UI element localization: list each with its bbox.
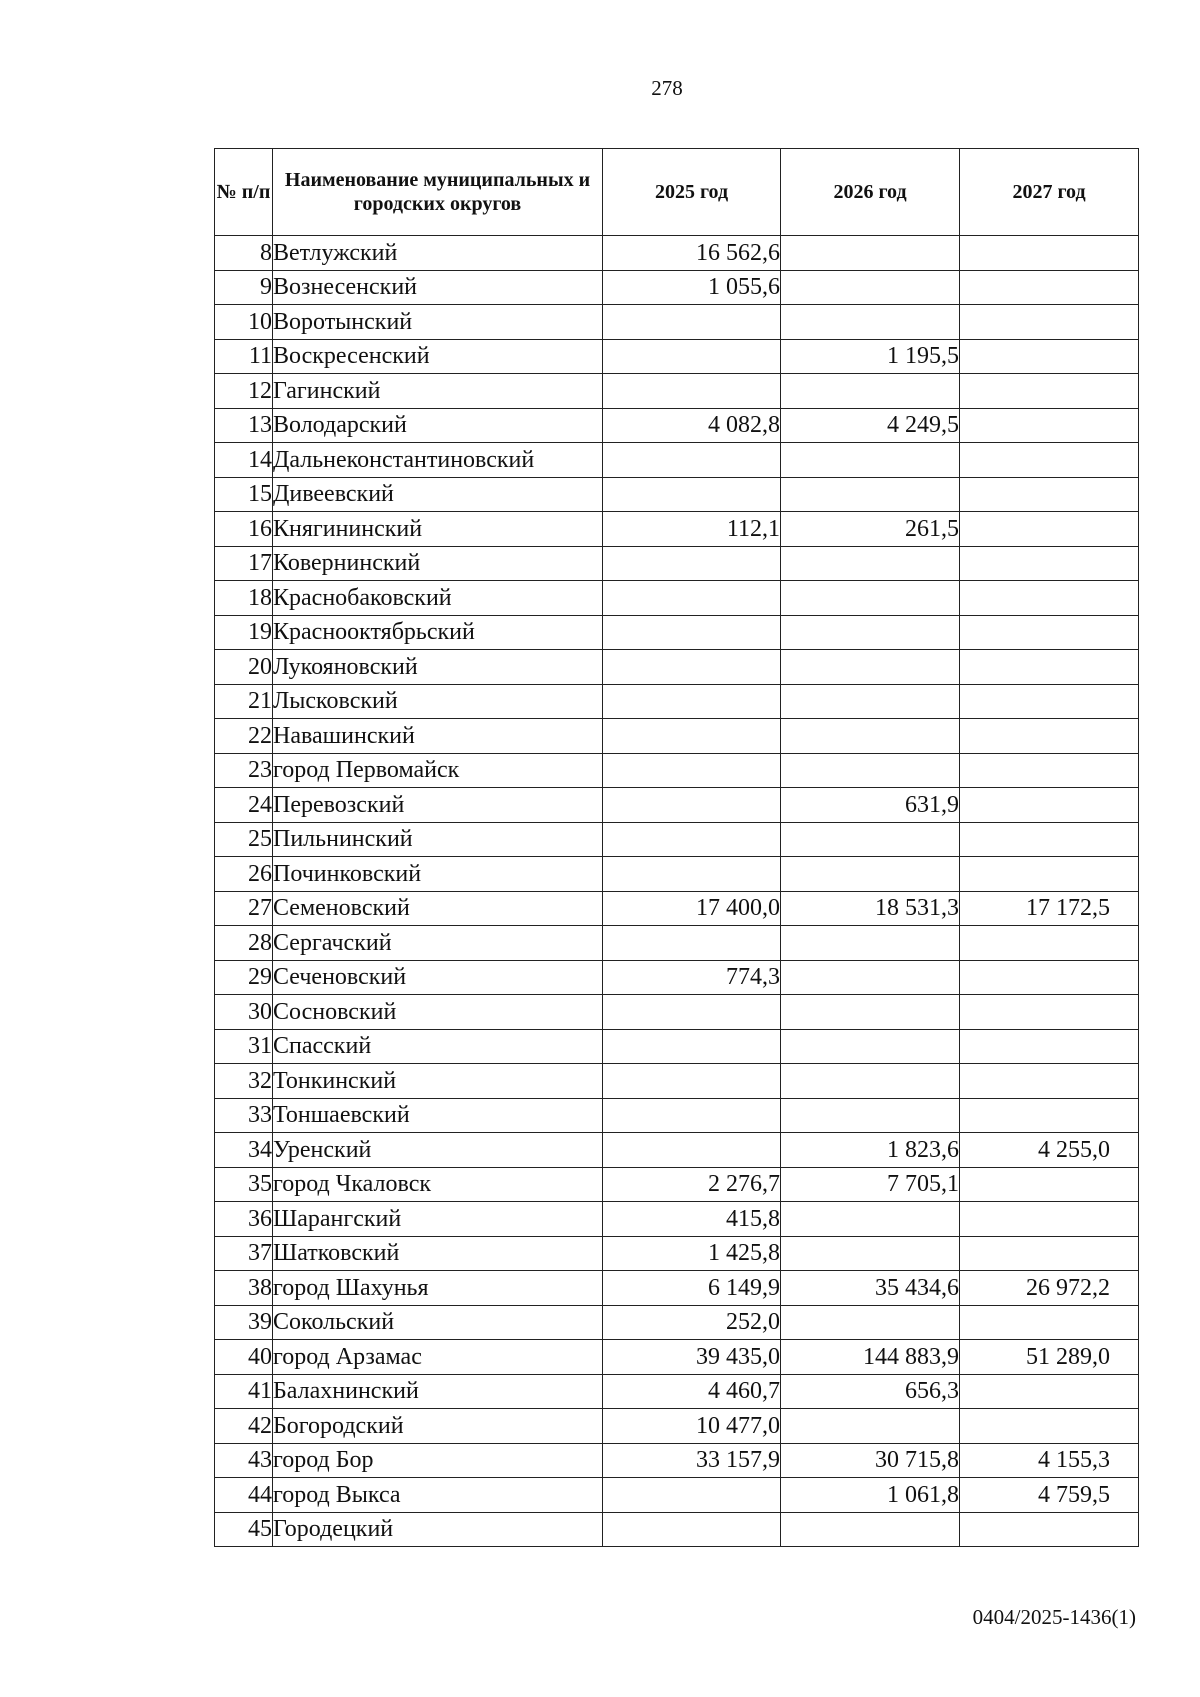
table-row <box>215 305 1139 340</box>
table-row <box>215 615 1139 650</box>
value-2025 <box>603 581 781 616</box>
district-name: Балахнинский <box>273 1374 603 1409</box>
row-number: 29 <box>215 960 273 995</box>
table-header <box>215 149 1139 236</box>
value-2026 <box>781 581 960 616</box>
value-2027 <box>960 1236 1139 1271</box>
value-2027 <box>960 1305 1139 1340</box>
row-number: 39 <box>215 1305 273 1340</box>
district-name: Сосновский <box>273 995 603 1030</box>
value-2027 <box>960 408 1139 443</box>
table-row <box>215 512 1139 547</box>
table-row <box>215 1409 1139 1444</box>
value-2025: 10 477,0 <box>603 1409 781 1444</box>
district-name: Лысковский <box>273 684 603 719</box>
table-row <box>215 788 1139 823</box>
table-row <box>215 339 1139 374</box>
value-2025 <box>603 615 781 650</box>
value-2027: 4 255,0 <box>960 1133 1139 1168</box>
district-name: Воскресенский <box>273 339 603 374</box>
row-number: 9 <box>215 270 273 305</box>
district-name: Сеченовский <box>273 960 603 995</box>
value-2025 <box>603 1478 781 1513</box>
value-2025: 112,1 <box>603 512 781 547</box>
value-2025: 6 149,9 <box>603 1271 781 1306</box>
row-number: 23 <box>215 753 273 788</box>
value-2025: 4 460,7 <box>603 1374 781 1409</box>
value-2027 <box>960 615 1139 650</box>
value-2025 <box>603 1029 781 1064</box>
table-row <box>215 857 1139 892</box>
row-number: 20 <box>215 650 273 685</box>
row-number: 26 <box>215 857 273 892</box>
value-2025: 16 562,6 <box>603 236 781 271</box>
row-number: 42 <box>215 1409 273 1444</box>
value-2027 <box>960 512 1139 547</box>
district-name: Лукояновский <box>273 650 603 685</box>
value-2025 <box>603 305 781 340</box>
table-row <box>215 1167 1139 1202</box>
value-2027: 4 759,5 <box>960 1478 1139 1513</box>
district-name: Навашинский <box>273 719 603 754</box>
table-row <box>215 1064 1139 1099</box>
value-2027 <box>960 753 1139 788</box>
district-name: Ковернинский <box>273 546 603 581</box>
value-2027 <box>960 1098 1139 1133</box>
row-number: 16 <box>215 512 273 547</box>
value-2025 <box>603 926 781 961</box>
value-2026 <box>781 236 960 271</box>
row-number: 45 <box>215 1512 273 1547</box>
district-name: Сергачский <box>273 926 603 961</box>
value-2027 <box>960 1202 1139 1237</box>
table-row <box>215 477 1139 512</box>
value-2026 <box>781 1305 960 1340</box>
table-row <box>215 1098 1139 1133</box>
value-2025 <box>603 822 781 857</box>
district-name: Богородский <box>273 1409 603 1444</box>
district-name: Воротынский <box>273 305 603 340</box>
value-2025 <box>603 753 781 788</box>
value-2025 <box>603 1098 781 1133</box>
district-name: Вознесенский <box>273 270 603 305</box>
value-2025: 33 157,9 <box>603 1443 781 1478</box>
district-name: Дивеевский <box>273 477 603 512</box>
district-name: Шатковский <box>273 1236 603 1271</box>
row-number: 36 <box>215 1202 273 1237</box>
value-2025: 415,8 <box>603 1202 781 1237</box>
header-num: № п/п <box>215 149 273 236</box>
value-2025 <box>603 1133 781 1168</box>
value-2025: 1 055,6 <box>603 270 781 305</box>
table-row <box>215 1305 1139 1340</box>
value-2026: 4 249,5 <box>781 408 960 443</box>
value-2025 <box>603 650 781 685</box>
district-name: город Шахунья <box>273 1271 603 1306</box>
table-row <box>215 650 1139 685</box>
value-2027 <box>960 443 1139 478</box>
value-2026 <box>781 1098 960 1133</box>
value-2027 <box>960 236 1139 271</box>
district-name: город Выкса <box>273 1478 603 1513</box>
value-2027 <box>960 1167 1139 1202</box>
row-number: 35 <box>215 1167 273 1202</box>
value-2025 <box>603 1064 781 1099</box>
table-row <box>215 581 1139 616</box>
row-number: 37 <box>215 1236 273 1271</box>
value-2027: 17 172,5 <box>960 891 1139 926</box>
value-2026 <box>781 270 960 305</box>
value-2025 <box>603 546 781 581</box>
value-2026 <box>781 1202 960 1237</box>
row-number: 44 <box>215 1478 273 1513</box>
value-2027 <box>960 270 1139 305</box>
table-row <box>215 270 1139 305</box>
row-number: 30 <box>215 995 273 1030</box>
value-2026 <box>781 995 960 1030</box>
district-name: Спасский <box>273 1029 603 1064</box>
value-2026 <box>781 374 960 409</box>
table-row <box>215 1202 1139 1237</box>
table-row <box>215 1443 1139 1478</box>
value-2026 <box>781 1409 960 1444</box>
district-name: Ветлужский <box>273 236 603 271</box>
value-2027 <box>960 477 1139 512</box>
value-2025 <box>603 684 781 719</box>
value-2027 <box>960 581 1139 616</box>
value-2025: 39 435,0 <box>603 1340 781 1375</box>
value-2027 <box>960 926 1139 961</box>
row-number: 21 <box>215 684 273 719</box>
district-name: Дальнеконстантиновский <box>273 443 603 478</box>
row-number: 33 <box>215 1098 273 1133</box>
value-2027 <box>960 650 1139 685</box>
table-row <box>215 995 1139 1030</box>
value-2027 <box>960 857 1139 892</box>
table-row <box>215 1374 1139 1409</box>
district-name: Володарский <box>273 408 603 443</box>
district-name: Пильнинский <box>273 822 603 857</box>
value-2027: 26 972,2 <box>960 1271 1139 1306</box>
value-2026 <box>781 1029 960 1064</box>
table-row <box>215 719 1139 754</box>
value-2027 <box>960 1029 1139 1064</box>
value-2026 <box>781 477 960 512</box>
district-name: город Бор <box>273 1443 603 1478</box>
district-name: Семеновский <box>273 891 603 926</box>
table-row <box>215 1340 1139 1375</box>
header-2027: 2027 год <box>960 149 1139 236</box>
row-number: 19 <box>215 615 273 650</box>
value-2026: 1 823,6 <box>781 1133 960 1168</box>
value-2025 <box>603 788 781 823</box>
header-2025: 2025 год <box>603 149 781 236</box>
value-2027 <box>960 822 1139 857</box>
table-row <box>215 546 1139 581</box>
value-2025 <box>603 995 781 1030</box>
value-2026 <box>781 1236 960 1271</box>
row-number: 13 <box>215 408 273 443</box>
district-name: Сокольский <box>273 1305 603 1340</box>
table-row <box>215 1133 1139 1168</box>
row-number: 11 <box>215 339 273 374</box>
table-row <box>215 1478 1139 1513</box>
value-2025 <box>603 374 781 409</box>
table-row <box>215 1512 1139 1547</box>
row-number: 10 <box>215 305 273 340</box>
table-row <box>215 236 1139 271</box>
row-number: 25 <box>215 822 273 857</box>
value-2027: 51 289,0 <box>960 1340 1139 1375</box>
row-number: 17 <box>215 546 273 581</box>
value-2027 <box>960 1064 1139 1099</box>
district-name: город Арзамас <box>273 1340 603 1375</box>
district-name: город Первомайск <box>273 753 603 788</box>
row-number: 12 <box>215 374 273 409</box>
document-id: 0404/2025-1436(1) <box>972 1605 1136 1629</box>
value-2026 <box>781 615 960 650</box>
value-2027 <box>960 1374 1139 1409</box>
value-2027 <box>960 719 1139 754</box>
row-number: 28 <box>215 926 273 961</box>
district-name: Перевозский <box>273 788 603 823</box>
value-2027 <box>960 339 1139 374</box>
value-2026: 30 715,8 <box>781 1443 960 1478</box>
value-2026 <box>781 305 960 340</box>
district-name: Городецкий <box>273 1512 603 1547</box>
value-2026: 144 883,9 <box>781 1340 960 1375</box>
row-number: 43 <box>215 1443 273 1478</box>
value-2027 <box>960 995 1139 1030</box>
row-number: 15 <box>215 477 273 512</box>
value-2026: 18 531,3 <box>781 891 960 926</box>
table-row <box>215 408 1139 443</box>
row-number: 34 <box>215 1133 273 1168</box>
district-name: Краснооктябрьский <box>273 615 603 650</box>
value-2027 <box>960 1409 1139 1444</box>
table-row <box>215 960 1139 995</box>
value-2026 <box>781 684 960 719</box>
value-2026 <box>781 753 960 788</box>
table-row <box>215 891 1139 926</box>
row-number: 24 <box>215 788 273 823</box>
allocation-table <box>214 148 1139 1547</box>
value-2025 <box>603 857 781 892</box>
row-number: 32 <box>215 1064 273 1099</box>
table-row <box>215 443 1139 478</box>
table-row <box>215 374 1139 409</box>
district-name: Уренский <box>273 1133 603 1168</box>
value-2027 <box>960 546 1139 581</box>
value-2026: 1 061,8 <box>781 1478 960 1513</box>
table-row <box>215 1236 1139 1271</box>
header-name: Наименование муниципальных и городских округов <box>273 149 603 236</box>
table-row <box>215 822 1139 857</box>
value-2025: 4 082,8 <box>603 408 781 443</box>
table-row <box>215 753 1139 788</box>
page-number: 278 <box>651 76 683 100</box>
header-2026: 2026 год <box>781 149 960 236</box>
value-2025 <box>603 339 781 374</box>
value-2026: 631,9 <box>781 788 960 823</box>
value-2026 <box>781 443 960 478</box>
value-2027 <box>960 374 1139 409</box>
row-number: 38 <box>215 1271 273 1306</box>
value-2026 <box>781 960 960 995</box>
table-row <box>215 684 1139 719</box>
value-2027 <box>960 788 1139 823</box>
district-name: Тонкинский <box>273 1064 603 1099</box>
value-2027: 4 155,3 <box>960 1443 1139 1478</box>
district-name: Гагинский <box>273 374 603 409</box>
table-row <box>215 926 1139 961</box>
value-2025 <box>603 443 781 478</box>
district-name: Краснобаковский <box>273 581 603 616</box>
value-2025: 2 276,7 <box>603 1167 781 1202</box>
value-2025 <box>603 477 781 512</box>
value-2025: 1 425,8 <box>603 1236 781 1271</box>
district-name: Тоншаевский <box>273 1098 603 1133</box>
value-2027 <box>960 1512 1139 1547</box>
value-2027 <box>960 684 1139 719</box>
table-row <box>215 1271 1139 1306</box>
row-number: 31 <box>215 1029 273 1064</box>
row-number: 41 <box>215 1374 273 1409</box>
value-2026 <box>781 926 960 961</box>
value-2025: 252,0 <box>603 1305 781 1340</box>
value-2025 <box>603 1512 781 1547</box>
district-name: город Чкаловск <box>273 1167 603 1202</box>
row-number: 18 <box>215 581 273 616</box>
row-number: 8 <box>215 236 273 271</box>
value-2026: 656,3 <box>781 1374 960 1409</box>
value-2026 <box>781 719 960 754</box>
value-2026 <box>781 650 960 685</box>
value-2026: 7 705,1 <box>781 1167 960 1202</box>
value-2026 <box>781 857 960 892</box>
value-2027 <box>960 960 1139 995</box>
value-2025: 774,3 <box>603 960 781 995</box>
table-body <box>215 236 1139 1547</box>
value-2025 <box>603 719 781 754</box>
value-2026: 1 195,5 <box>781 339 960 374</box>
value-2027 <box>960 305 1139 340</box>
value-2026: 35 434,6 <box>781 1271 960 1306</box>
value-2026 <box>781 1064 960 1099</box>
value-2026 <box>781 822 960 857</box>
district-name: Починковский <box>273 857 603 892</box>
row-number: 14 <box>215 443 273 478</box>
table-row <box>215 1029 1139 1064</box>
row-number: 22 <box>215 719 273 754</box>
value-2026 <box>781 1512 960 1547</box>
row-number: 40 <box>215 1340 273 1375</box>
value-2026: 261,5 <box>781 512 960 547</box>
value-2025: 17 400,0 <box>603 891 781 926</box>
district-name: Шарангский <box>273 1202 603 1237</box>
district-name: Княгининский <box>273 512 603 547</box>
value-2026 <box>781 546 960 581</box>
row-number: 27 <box>215 891 273 926</box>
